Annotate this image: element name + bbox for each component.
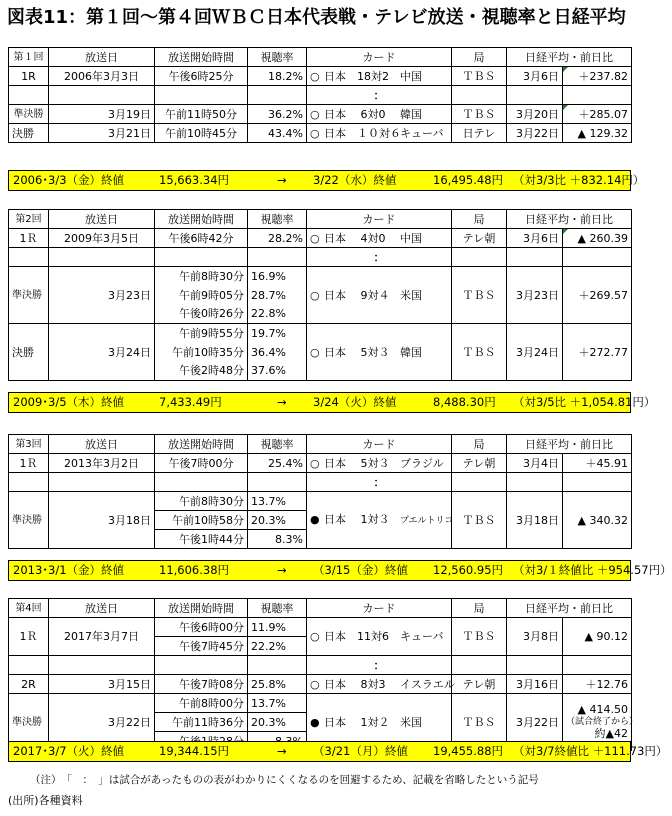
result-mark: ○ xyxy=(310,231,320,245)
header-date: 放送日 xyxy=(49,48,155,67)
opponent: ブラジル xyxy=(400,456,444,470)
time-cell: 午前8時30分 xyxy=(155,492,248,511)
header-nikkei: 日経平均・前日比 xyxy=(507,210,632,229)
summary-from: 2009･3/5（木）終値 xyxy=(13,395,125,409)
summary-diff: （対3/１終値比 ＋954.57円） xyxy=(513,563,672,577)
result-mark: ● xyxy=(310,715,320,729)
summary-to-value: 16,495.48円 xyxy=(433,173,504,187)
score: 日本 5対３ xyxy=(324,456,390,470)
time-cell: 午後6時42分 xyxy=(155,229,248,248)
time-cell: 午後7時08分 xyxy=(155,675,248,694)
rating-cell: 13.7% xyxy=(248,694,307,713)
score: 日本 11対6 xyxy=(324,630,389,643)
nikkei-change-cell: ＋272.77 xyxy=(563,324,632,381)
result-mark: ○ xyxy=(310,107,320,121)
omission-mark: ： xyxy=(307,473,452,492)
table-row xyxy=(9,492,632,511)
time-cell: 午後7時45分 xyxy=(155,637,248,656)
opponent: プエルトリコ xyxy=(400,515,454,526)
omission-mark: ： xyxy=(307,86,452,105)
table-header-row xyxy=(9,48,632,67)
time-cell: 午後6時00分 xyxy=(155,618,248,637)
rating-cell: 13.7% xyxy=(248,492,307,511)
card-cell xyxy=(307,105,452,124)
table-header-row xyxy=(9,210,632,229)
summary-bar-1 xyxy=(8,170,645,191)
score: 日本 8対3 xyxy=(324,677,386,691)
round-cell: 準決勝 xyxy=(9,694,49,751)
card-cell xyxy=(307,324,452,381)
score: 日本 18対2 xyxy=(324,69,389,83)
card-cell xyxy=(307,492,452,549)
rating-cell: 16.9% xyxy=(248,267,307,286)
card-cell xyxy=(307,67,452,86)
table-row xyxy=(9,229,632,248)
header-date: 放送日 xyxy=(49,210,155,229)
header-station: 局 xyxy=(452,599,507,618)
card-cell xyxy=(307,675,455,694)
summary-to: 3/22（水）終値 xyxy=(313,173,397,187)
rating-cell: 18.2% xyxy=(248,67,307,86)
opponent: 韓国 xyxy=(400,107,422,121)
page-title: 図表11：第１回～第４回ＷＢＣ日本代表戦・テレビ放送・視聴率と日経平均 xyxy=(7,7,626,28)
time-cell: 午前8時00分 xyxy=(155,694,248,713)
rating-cell: 22.2% xyxy=(248,637,307,656)
station-cell: テレ朝 xyxy=(452,229,507,248)
nikkei-change-cell: ＋285.07 xyxy=(563,105,632,124)
nikkei-date-cell: 3月6日 xyxy=(507,67,563,86)
date-cell: 2006年3月3日 xyxy=(49,67,155,86)
summary-from-value: 15,663.34円 xyxy=(159,173,230,187)
table-row xyxy=(9,618,632,637)
nikkei-change-value: ▲ 414.50 xyxy=(577,703,628,716)
header-start-time: 放送開始時間 xyxy=(155,599,248,618)
rating-cell: 28.7% xyxy=(248,286,307,305)
card-cell xyxy=(307,267,452,324)
header-rating: 視聴率 xyxy=(248,210,307,229)
opponent: 米国 xyxy=(400,715,422,729)
round-cell: 1R xyxy=(9,67,49,86)
date-cell: 3月24日 xyxy=(49,324,155,381)
time-cell: 午前10時58分 xyxy=(155,511,248,530)
rating-cell: 28.2% xyxy=(248,229,307,248)
table-wbc-3 xyxy=(8,434,632,549)
summary-from-value: 19,344.15円 xyxy=(159,744,230,758)
footnote: （注） 「 ： 」は試合があったものの表がわかりにくくなるのを回避するため、記載を省略したという記号 xyxy=(30,774,539,786)
summary-arrow: → xyxy=(277,173,287,187)
round-cell: 決勝 xyxy=(9,124,49,143)
table-row xyxy=(9,324,632,343)
nikkei-change-cell: ▲ 340.32 xyxy=(563,492,632,549)
summary-arrow: → xyxy=(277,395,287,409)
time-cell: 午前11時36分 xyxy=(155,713,248,732)
station-cell: 日テレ xyxy=(452,124,507,143)
station-cell: テレ朝 xyxy=(452,675,507,694)
header-rating: 視聴率 xyxy=(248,48,307,67)
date-cell: 3月21日 xyxy=(49,124,155,143)
date-cell: 2009年3月5日 xyxy=(49,229,155,248)
station-cell: ＴＢＳ xyxy=(452,492,507,549)
opponent: 米国 xyxy=(400,288,422,302)
date-cell: 3月15日 xyxy=(49,675,155,694)
opponent: イスラエル xyxy=(400,677,455,691)
station-cell: ＴＢＳ xyxy=(452,324,507,381)
summary-from-value: 7,433.49円 xyxy=(159,395,222,409)
summary-to: （3/15（金）終値 xyxy=(313,563,408,577)
time-cell: 午前8時30分 xyxy=(155,267,248,286)
rating-cell: 37.6% xyxy=(248,362,307,381)
rating-cell: 36.2% xyxy=(248,105,307,124)
omission-row xyxy=(9,473,632,492)
score: 日本 1対３ xyxy=(324,512,390,526)
header-date: 放送日 xyxy=(49,435,155,454)
nikkei-date-cell: 3月8日 xyxy=(507,618,563,656)
omission-row xyxy=(9,248,632,267)
summary-to: （3/21（月）終値 xyxy=(313,744,408,758)
nikkei-change-cell: ▲ 129.32 xyxy=(563,124,632,143)
station-cell: ＴＢＳ xyxy=(452,67,507,86)
time-cell: 午前11時50分 xyxy=(155,105,248,124)
rating-cell: 8.3% xyxy=(248,530,307,549)
round-cell: 準決勝 xyxy=(9,105,49,124)
header-card: カード xyxy=(307,435,452,454)
table-row xyxy=(9,67,632,86)
opponent: 中国 xyxy=(400,231,422,245)
header-start-time: 放送開始時間 xyxy=(155,48,248,67)
round-cell: 1Ｒ xyxy=(9,618,49,656)
table-wbc-4 xyxy=(8,598,639,751)
nikkei-change-note: （試合終了から） xyxy=(566,717,639,727)
nikkei-date-cell: 3月18日 xyxy=(507,492,563,549)
summary-to: 3/24（火）終値 xyxy=(313,395,397,409)
nikkei-change-cell: ＋12.76 xyxy=(563,675,632,694)
result-mark: ○ xyxy=(310,69,320,83)
rating-cell: 20.3% xyxy=(248,713,307,732)
date-cell: 2017年3月7日 xyxy=(49,618,155,656)
nikkei-date-cell: 3月16日 xyxy=(507,675,563,694)
round-cell: 1Ｒ xyxy=(9,229,49,248)
result-mark: ● xyxy=(310,512,320,526)
nikkei-date-cell: 3月22日 xyxy=(507,694,563,751)
rating-cell: 22.8% xyxy=(248,305,307,324)
omission-row xyxy=(9,656,632,675)
time-cell: 午前10時35分 xyxy=(155,343,248,362)
summary-diff: （対3/5比 ＋1,054.81円） xyxy=(513,395,656,409)
header-start-time: 放送開始時間 xyxy=(155,210,248,229)
score: 日本 1対２ xyxy=(324,715,390,729)
nikkei-date-cell: 3月4日 xyxy=(507,454,563,473)
time-cell: 午前9時05分 xyxy=(155,286,248,305)
header-nikkei: 日経平均・前日比 xyxy=(507,435,632,454)
header-card: カード xyxy=(307,210,452,229)
summary-bar-4 xyxy=(8,741,668,762)
time-cell: 午後6時25分 xyxy=(155,67,248,86)
nikkei-date-cell: 3月6日 xyxy=(507,229,563,248)
summary-to-value: 19,455.88円 xyxy=(433,744,504,758)
summary-from: 2017･3/7（火）終値 xyxy=(13,744,125,758)
summary-arrow: → xyxy=(277,744,287,758)
card-cell xyxy=(307,454,452,473)
nikkei-date-cell: 3月22日 xyxy=(507,124,563,143)
date-cell: 3月19日 xyxy=(49,105,155,124)
score: 日本 4対0 xyxy=(324,231,386,245)
date-cell: 3月23日 xyxy=(49,267,155,324)
station-cell: テレ朝 xyxy=(452,454,507,473)
summary-from-value: 11,606.38円 xyxy=(159,563,230,577)
result-mark: ○ xyxy=(310,288,320,302)
table-header-row xyxy=(9,435,632,454)
time-cell: 午後0時26分 xyxy=(155,305,248,324)
summary-diff: （対3/7終値比 ＋111.73円） xyxy=(513,744,668,758)
nikkei-change-cell: ＋237.82 xyxy=(563,67,632,86)
round-cell: 2R xyxy=(9,675,49,694)
result-mark: ○ xyxy=(310,456,320,470)
round-cell: 準決勝 xyxy=(9,492,49,549)
nikkei-change-cell: ＋45.91 xyxy=(563,454,632,473)
omission-row xyxy=(9,86,632,105)
table-row xyxy=(9,675,632,694)
result-mark: ○ xyxy=(310,677,320,691)
time-cell: 午前9時55分 xyxy=(155,324,248,343)
summary-bar-2 xyxy=(8,392,656,413)
date-cell: 2013年3月2日 xyxy=(49,454,155,473)
table-row xyxy=(9,267,632,286)
omission-mark: ： xyxy=(307,656,452,675)
nikkei-date-cell: 3月24日 xyxy=(507,324,563,381)
table-header-row xyxy=(9,599,632,618)
date-cell: 3月18日 xyxy=(49,492,155,549)
card-cell xyxy=(307,229,452,248)
result-mark: ○ xyxy=(310,126,320,140)
summary-bar-3 xyxy=(8,560,672,581)
score: 日本 5対３ xyxy=(324,345,390,359)
result-mark: ○ xyxy=(310,630,320,643)
card-cell xyxy=(307,124,452,143)
opponent: キューバ xyxy=(400,630,444,643)
header-station: 局 xyxy=(452,48,507,67)
summary-from: 2013･3/1（金）終値 xyxy=(13,563,125,577)
station-cell: ＴＢＳ xyxy=(452,105,507,124)
opponent: 韓国 xyxy=(400,345,422,359)
header-card: カード xyxy=(307,599,452,618)
round-cell: 1Ｒ xyxy=(9,454,49,473)
header-date: 放送日 xyxy=(49,599,155,618)
date-cell: 3月22日 xyxy=(49,694,155,751)
table-row xyxy=(9,105,632,124)
station-cell: ＴＢＳ xyxy=(452,618,507,656)
table-row xyxy=(9,124,632,143)
header-station: 局 xyxy=(452,435,507,454)
rating-cell: 20.3% xyxy=(248,511,307,530)
opponent: キューバ xyxy=(400,126,444,140)
card-cell xyxy=(307,618,452,656)
rating-cell: 36.4% xyxy=(248,343,307,362)
station-cell: ＴＢＳ xyxy=(452,267,507,324)
tournament-label: 第2回 xyxy=(9,210,49,229)
summary-to-value: 12,560.95円 xyxy=(433,563,504,577)
summary-from: 2006･3/3（金）終値 xyxy=(13,173,125,187)
table-wbc-1 xyxy=(8,47,632,143)
rating-cell: 25.8% xyxy=(248,675,307,694)
score: 日本 １０対６ xyxy=(324,126,401,140)
header-nikkei: 日経平均・前日比 xyxy=(507,48,632,67)
header-start-time: 放送開始時間 xyxy=(155,435,248,454)
time-cell: 午後2時48分 xyxy=(155,362,248,381)
header-rating: 視聴率 xyxy=(248,599,307,618)
header-nikkei: 日経平均・前日比 xyxy=(507,599,632,618)
rating-cell: 19.7% xyxy=(248,324,307,343)
nikkei-change-note-value: 約▲42 xyxy=(594,727,628,740)
round-cell: 決勝 xyxy=(9,324,49,381)
rating-cell: 25.4% xyxy=(248,454,307,473)
nikkei-change-cell: ▲ 90.12 xyxy=(563,618,632,656)
table-wbc-2 xyxy=(8,209,632,381)
header-card: カード xyxy=(307,48,452,67)
tournament-label: 第１回 xyxy=(9,48,49,67)
rating-cell: 11.9% xyxy=(248,618,307,637)
summary-to-value: 8,488.30円 xyxy=(433,395,496,409)
summary-diff: （対3/3比 ＋832.14円） xyxy=(513,173,645,187)
tournament-label: 第4回 xyxy=(9,599,49,618)
tournament-label: 第3回 xyxy=(9,435,49,454)
result-mark: ○ xyxy=(310,345,320,359)
opponent: 中国 xyxy=(400,69,422,83)
header-rating: 視聴率 xyxy=(248,435,307,454)
nikkei-change-cell: ＋269.57 xyxy=(563,267,632,324)
score: 日本 6対0 xyxy=(324,107,386,121)
nikkei-change-cell: ▲ 260.39 xyxy=(563,229,632,248)
table-row xyxy=(9,454,632,473)
nikkei-date-cell: 3月20日 xyxy=(507,105,563,124)
rating-cell: 43.4% xyxy=(248,124,307,143)
summary-arrow: → xyxy=(277,563,287,577)
round-cell: 準決勝 xyxy=(9,267,49,324)
station-cell: ＴＢＳ xyxy=(452,694,507,751)
score: 日本 9対４ xyxy=(324,288,390,302)
omission-mark: ： xyxy=(307,248,452,267)
table-row xyxy=(9,694,632,713)
header-station: 局 xyxy=(452,210,507,229)
nikkei-date-cell: 3月23日 xyxy=(507,267,563,324)
time-cell: 午後1時44分 xyxy=(155,530,248,549)
source-note: (出所)各種資料 xyxy=(8,794,83,807)
time-cell: 午前10時45分 xyxy=(155,124,248,143)
time-cell: 午後7時00分 xyxy=(155,454,248,473)
